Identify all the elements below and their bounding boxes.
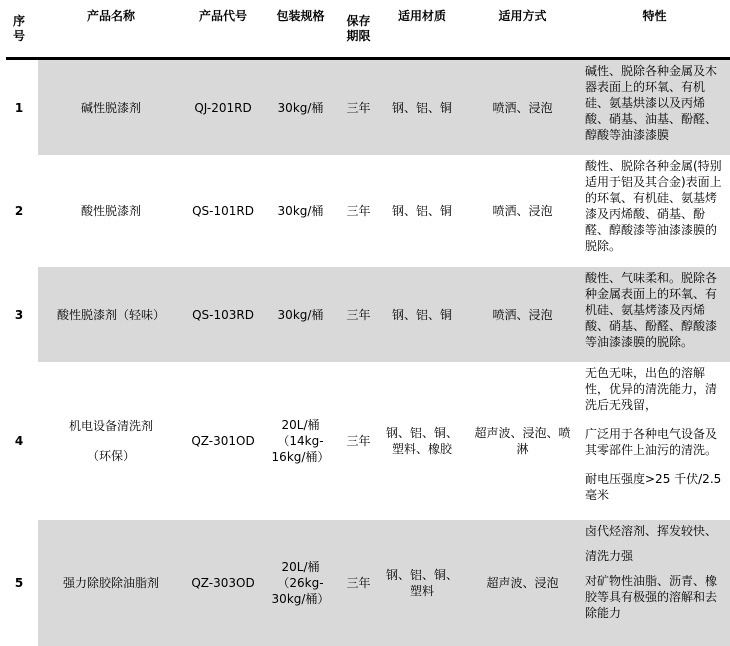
material: 钢、铝、铜 [391, 307, 452, 322]
feature-paragraph-2: 清洗力强 [585, 549, 634, 563]
header-product-name: 产品名称 [86, 9, 135, 23]
feature-paragraph-3: 对矿物性油脂、沥青、橡胶等具有极强的溶解和去除能力 [585, 574, 718, 620]
product-name: 碱性脱漆剂 [80, 100, 141, 115]
packaging-line2: （26kg- [277, 576, 324, 590]
material: 钢、铝、铜 [391, 100, 452, 115]
packaging: 30kg/桶 [277, 100, 324, 115]
table-row [0, 155, 730, 267]
row-index: 5 [14, 576, 24, 590]
shelf-life: 三年 [346, 100, 371, 115]
product-code: QZ-301OD [191, 434, 255, 448]
method-line2: 淋 [516, 442, 529, 456]
feature [579, 520, 730, 646]
header-shelf-life [339, 0, 378, 57]
material-line1: 钢、铝、铜、 [385, 568, 458, 582]
material [378, 362, 466, 520]
row-index: 1 [14, 100, 24, 115]
shelf-life: 三年 [346, 576, 371, 590]
method: 喷洒、浸泡 [492, 100, 553, 115]
packaging: 30kg/桶 [277, 307, 324, 322]
feature-paragraph-1: 无色无味，出色的溶解性，优异的清洗能力，清洗后无残留， [585, 366, 718, 412]
packaging [262, 362, 339, 520]
material-line2: 塑料、橡胶 [391, 442, 452, 456]
shelf-life: 三年 [346, 204, 371, 218]
row-index: 4 [14, 434, 24, 448]
shelf-life: 三年 [346, 434, 371, 448]
header-index [0, 0, 38, 57]
method-line1: 超声波、浸泡、喷 [474, 426, 571, 440]
row-index: 2 [14, 204, 24, 218]
material-line1: 钢、铝、铜、 [385, 426, 458, 440]
header-packaging: 包装规格 [276, 9, 325, 23]
product-name: 酸性脱漆剂 [80, 204, 141, 218]
header-product-code: 产品代号 [198, 9, 247, 23]
feature [579, 362, 730, 520]
material-line2: 塑料 [409, 584, 434, 598]
product-code: QS-101RD [192, 204, 254, 218]
packaging-line2: （14kg- [277, 434, 324, 448]
feature-paragraph-2: 广泛用于各种电气设备及其零部件上油污的清洗。 [585, 427, 718, 457]
feature-paragraph-3: 耐电压强度>25 千伏/2.5 毫米 [585, 472, 722, 502]
table-row [0, 520, 730, 646]
packaging [262, 520, 339, 646]
shelf-life: 三年 [346, 307, 371, 322]
row-index: 3 [14, 307, 24, 322]
table-row [0, 267, 730, 362]
packaging-line3: 16kg/桶） [271, 450, 330, 464]
packaging-line3: 30kg/桶） [271, 592, 330, 606]
product-code: QS-103RD [192, 307, 254, 322]
feature: 碱性、脱除各种金属及木器表面上的环氧、有机硅、氨基烘漆以及丙烯酸、硝基、油基、酚醛、醇酸等油漆漆膜 [585, 64, 718, 142]
packaging: 30kg/桶 [277, 204, 324, 218]
feature: 酸性、气味柔和。脱除各种金属表面上的环氧、有机硅、氨基烤漆及丙烯酸、硝基、酚醛、醇酸漆等油漆漆膜的脱除。 [585, 271, 718, 349]
method: 喷洒、浸泡 [492, 307, 553, 322]
product-name [38, 362, 184, 520]
feature-paragraph-1: 卤代烃溶剂、挥发较快、 [585, 524, 718, 538]
header-material: 适用材质 [397, 9, 446, 23]
material [378, 520, 466, 646]
method: 喷洒、浸泡 [492, 204, 553, 218]
product-name: 强力除胶除油脂剂 [62, 576, 159, 590]
header-index-line2: 号 [12, 28, 25, 43]
table-row [0, 60, 730, 155]
table-header [0, 0, 730, 57]
product-name: 酸性脱漆剂（轻味） [56, 307, 165, 322]
product-code: QZ-303OD [191, 576, 255, 590]
feature: 酸性、脱除各种金属(特别适用于铝及其合金)表面上的环氧、有机硅、氨基烤漆及丙烯酸、硝基、酚醛、醇酸漆等油漆漆膜的脱除。 [585, 159, 722, 253]
method [466, 362, 579, 520]
table-row [0, 362, 730, 520]
product-code: QJ-201RD [194, 100, 252, 115]
method: 超声波、浸泡 [486, 576, 559, 590]
product-name-line2: （环保） [86, 449, 135, 463]
material: 钢、铝、铜 [391, 204, 452, 218]
packaging-line1: 20L/桶 [281, 418, 320, 432]
header-index-line1: 序 [12, 13, 25, 28]
header-method: 适用方式 [498, 9, 547, 23]
header-feature: 特性 [642, 9, 667, 23]
product-name-line1: 机电设备清洗剂 [68, 419, 153, 433]
header-shelf-life-line1: 保存 [346, 13, 371, 28]
packaging-line1: 20L/桶 [281, 560, 320, 574]
header-shelf-life-line2: 期限 [346, 28, 371, 43]
